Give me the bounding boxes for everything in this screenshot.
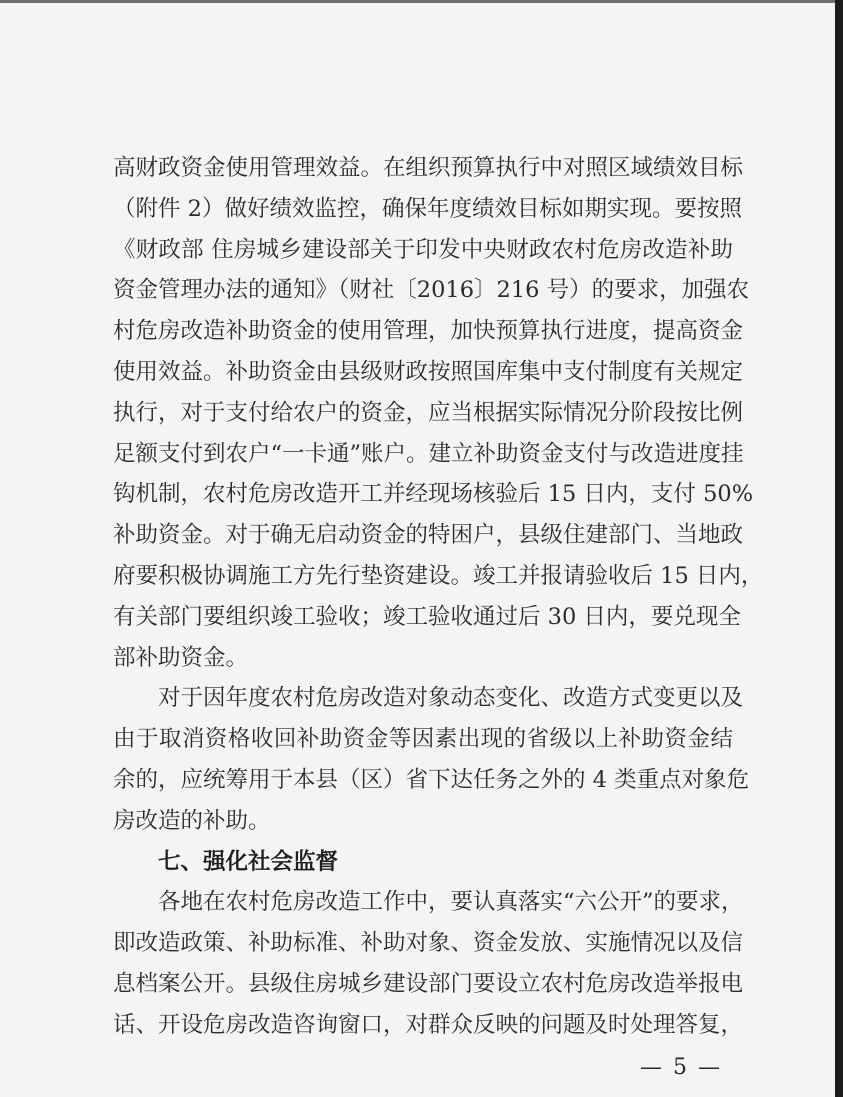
page-number: — 5 — (640, 1055, 722, 1080)
text-line: 执行，对于支付给农户的资金，应当根据实际情况分阶段按比例 (113, 399, 744, 426)
text-line: 由于取消资格收回补助资金等因素出现的省级以上补助资金结 (113, 726, 733, 753)
text-line: 足额支付到农户“一卡通”账户。建立补助资金支付与改造进度挂 (113, 440, 744, 467)
text-line: 各地在农村危房改造工作中，要认真落实“六公开”的要求， (158, 889, 744, 916)
text-line: （附件 2）做好绩效监控，确保年度绩效目标如期实现。要按照 (113, 195, 742, 222)
document-body (113, 148, 764, 1046)
text-line: 府要积极协调施工方先行垫资建设。竣工并报请验收后 15 日内， (113, 562, 764, 589)
text-line: 对于因年度农村危房改造对象动态变化、改造方式变更以及 (158, 685, 744, 712)
text-line: 资金管理办法的通知》（财社〔2016〕216 号）的要求，加强农 (113, 277, 750, 304)
text-line: 即改造政策、补助标准、补助对象、资金发放、实施情况以及信 (113, 930, 744, 957)
scan-edge (0, 0, 835, 3)
text-line: 房改造的补助。 (113, 807, 271, 834)
text-line: 有关部门要组织竣工验收；竣工验收通过后 30 日内，要兑现全 (113, 603, 741, 630)
text-line: 息档案公开。县级住房城乡建设部门要设立农村危房改造举报电 (113, 970, 744, 997)
text-line: 高财政资金使用管理效益。在组织预算执行中对照区域绩效目标 (113, 155, 744, 181)
text-line: 余的，应统筹用于本县（区）省下达任务之外的 4 类重点对象危 (113, 766, 750, 793)
section-heading: 七、强化社会监督 (158, 848, 339, 875)
text-line: 部补助资金。 (113, 644, 249, 671)
text-line: 《财政部 住房城乡建设部关于印发中央财政农村危房改造补助 (113, 236, 733, 263)
text-line: 话、开设危房改造咨询窗口，对群众反映的问题及时处理答复， (113, 1011, 744, 1038)
text-line: 使用效益。补助资金由县级财政按照国库集中支付制度有关规定 (113, 358, 744, 385)
text-line: 钩机制，农村危房改造开工并经现场核验后 15 日内，支付 50% (113, 481, 754, 508)
text-line: 补助资金。对于确无启动资金的特困户，县级住建部门、当地政 (113, 522, 744, 549)
text-line: 村危房改造补助资金的使用管理，加快预算执行进度，提高资金 (113, 318, 744, 345)
